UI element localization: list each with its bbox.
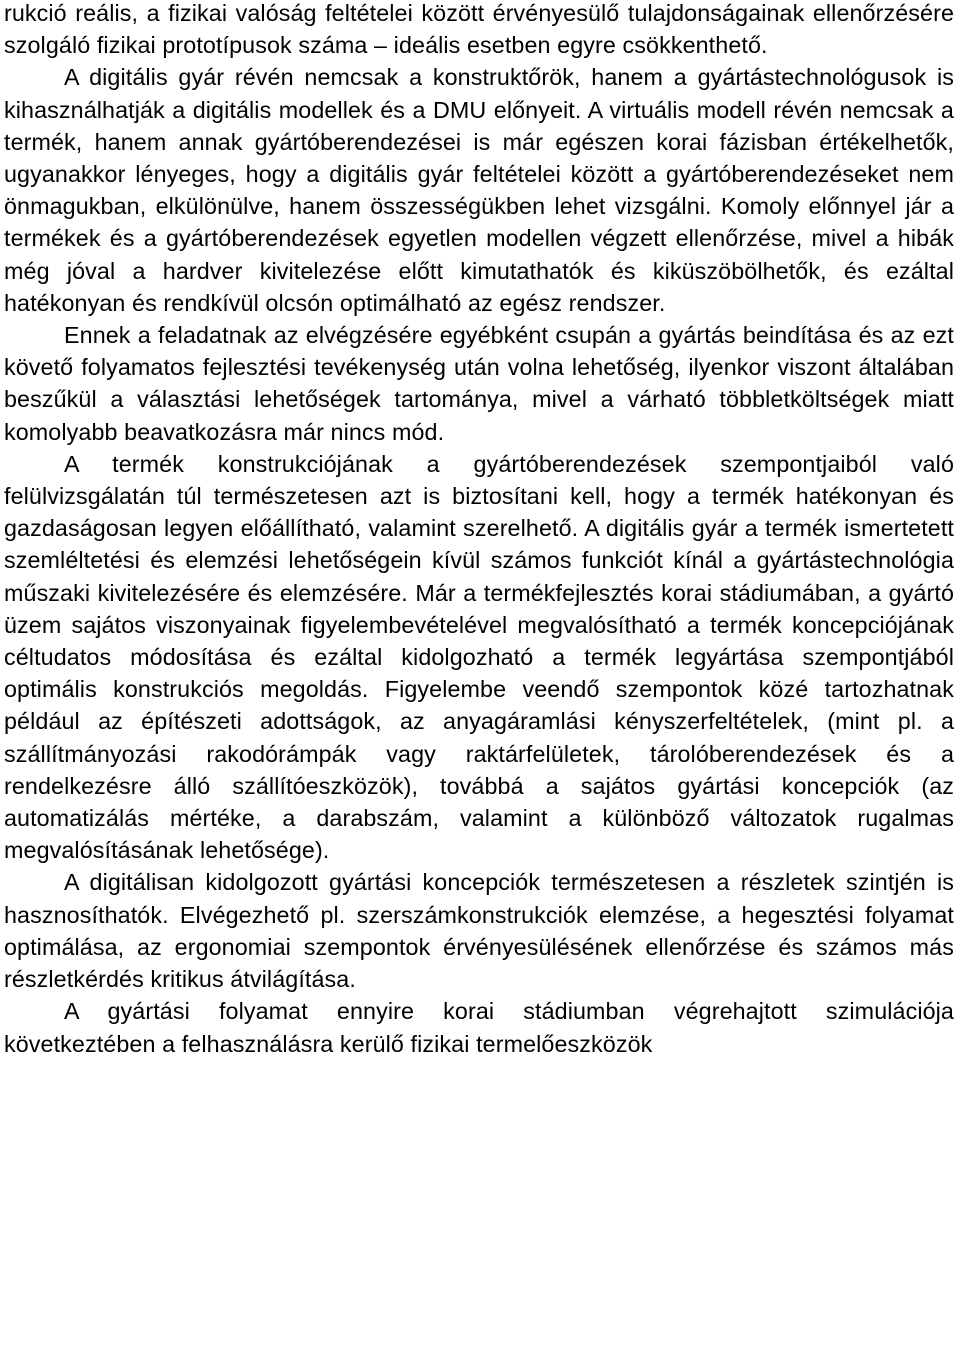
paragraph-detail-level-concepts: A digitálisan kidolgozott gyártási koncepciók természetesen a részletek szintjén is hasznosíthatók. Elvégezhető pl. szerszámkonstrukciók elemzése, a hegesztési folyamat optimálása, az ergonomiai szempontok érvényesülésének ellenőrzése és számos más részletkérdés kritikus átvilágítása. bbox=[4, 869, 954, 993]
paragraph-early-simulation: A gyártási folyamat ennyire korai stádiumban végrehajtott szimulációja következtében a felhasználásra kerülő fizikai termelőeszközök bbox=[4, 998, 954, 1057]
paragraph-digital-factory-advantages: A digitális gyár révén nemcsak a konstruktőrök, hanem a gyártástechnológusok is kihasználhatják a digitális modellek és a DMU előnyeit. A virtuális modell révén nemcsak a termék, hanem annak gyártóberendezései is már egészen korai fázisban értékelhetők, ugyanakkor lényeges, hogy a digitális gyár feltételei között a gyártóberendezéseket nem önmagukban, elkülönülve, hanem összességükben lehet vizsgálni. Komoly előnnyel jár a termékek és a gyártóberendezések egyetlen modellen végzett ellenőrzése, mivel a hibák még jóval a hardver kivitelezése előtt kimutathatók és kiküszöbölhetők, és ezáltal hatékonyan és rendkívül olcsón optimálható az egész rendszer. bbox=[4, 64, 954, 316]
paragraph-continued: rukció reális, a fizikai valóság feltételei között érvényesülő tulajdonságainak ellenőrzésére szolgáló fizikai prototípusok száma – ideális esetben egyre csökkenthető. bbox=[4, 0, 954, 59]
body-text bbox=[4, 0, 954, 1060]
paragraph-task-timing: Ennek a feladatnak az elvégzésére egyébként csupán a gyártás beindítása és az ezt követő folyamatos fejlesztési tevékenység után volna lehetőség, ilyenkor viszont általában beszűkül a választási lehetőségek tartománya, mivel a várható többletköltségek miatt komolyabb beavatkozásra már nincs mód. bbox=[4, 322, 954, 445]
paragraph-product-construction: A termék konstrukciójának a gyártóberendezések szempontjaiból való felülvizsgálatán túl természetesen azt is biztosítani kell, hogy a termék hatékonyan és gazdaságosan legyen előállítható, valamint szerelhető. A digitális gyár a termék ismertetett szemléltetési és elemzési lehetőségein kívül számos funkciót kínál a gyártástechnológia műszaki kivitelezésére és elemzésére. Már a termékfejlesztés korai stádiumában, a gyártó üzem sajátos viszonyainak figyelembevételével megvalósítható a termék koncepciójának céltudatos módosítása és ezáltal kidolgozható a termék legyártása szempontjából optimális konstrukciós megoldás. Figyelembe veendő szempontok közé tartozhatnak például az építészeti adottságok, az anyagáramlási kényszerfeltételek, (mint pl. a szállítmányozási rakodórámpák vagy raktárfelületek, tárolóberendezések és a rendelkezésre álló szállítóeszközök), továbbá a sajátos gyártási koncepciók (az automatizálás mértéke, a darabszám, valamint a különböző változatok rugalmas megvalósításának lehetősége). bbox=[4, 450, 954, 864]
